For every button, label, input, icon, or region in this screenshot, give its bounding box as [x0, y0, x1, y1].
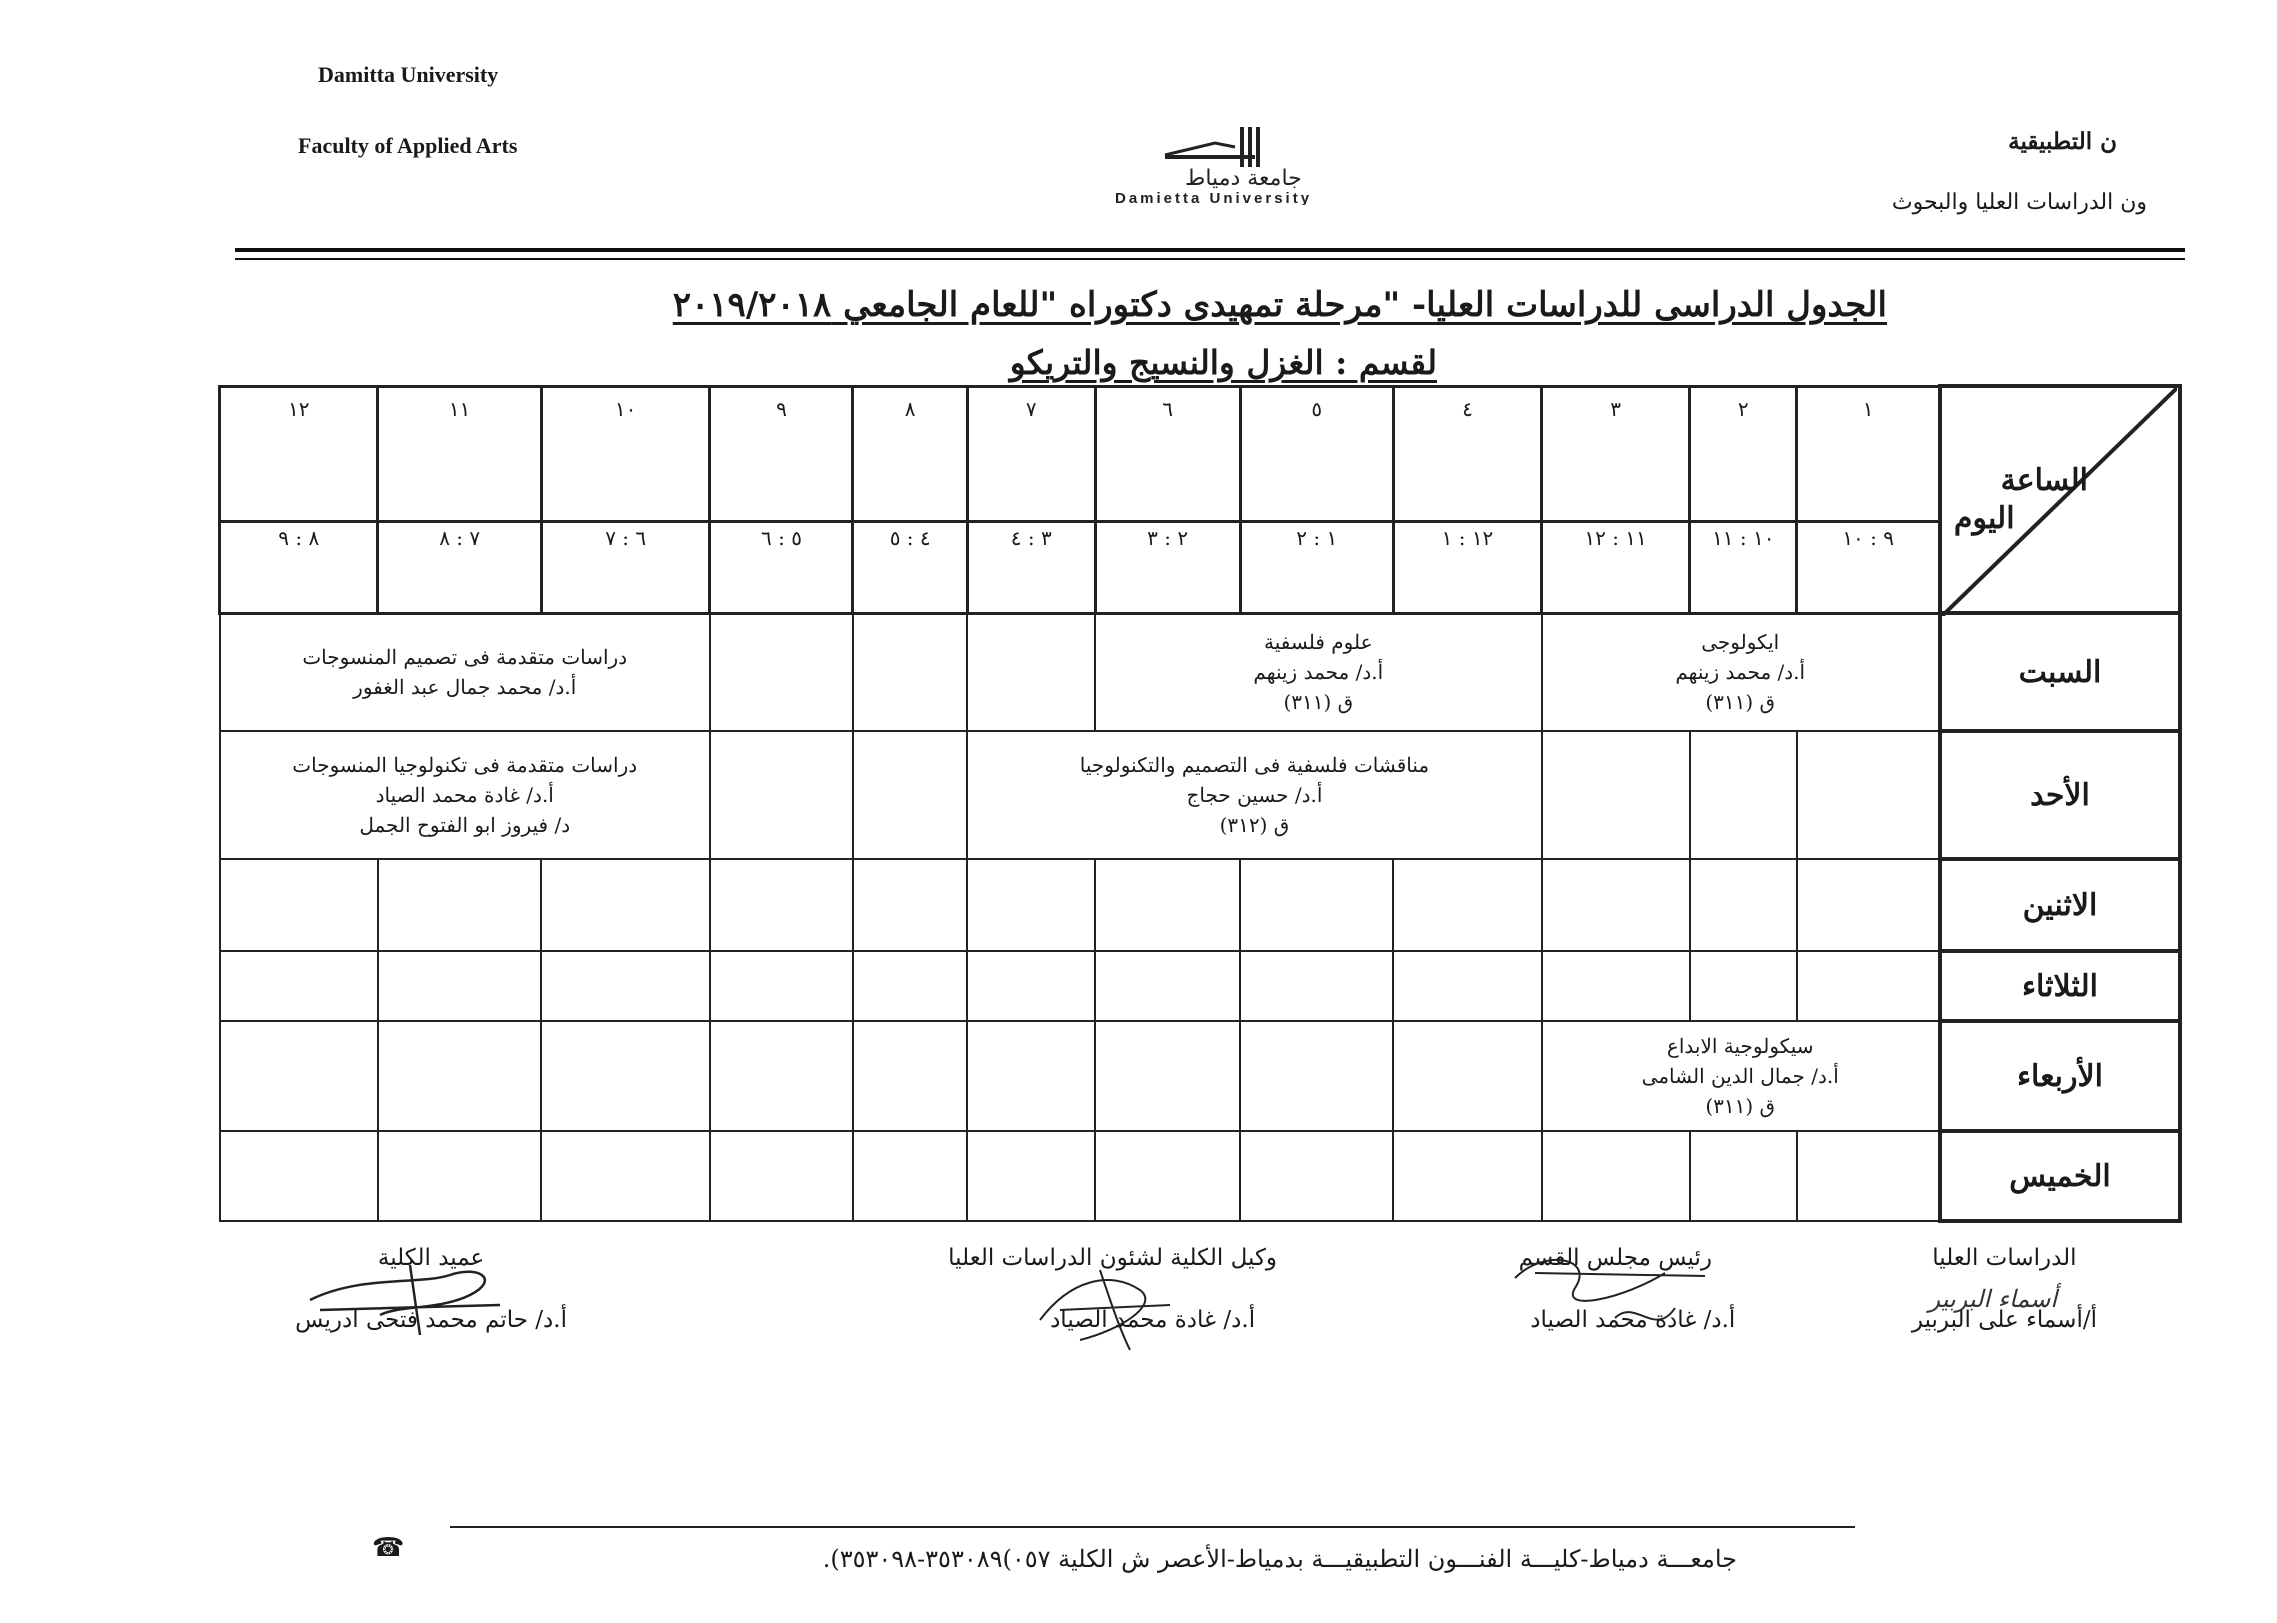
period-number: ٨ — [853, 386, 967, 521]
footer-address: جامعـــة دمياط-كليـــة الفنـــون التطبيقيـــة بدمياط-الأعصر ش الكلية ٠٥٧)٣٥٣٠٨٩-٣٥٣٠٩٨). — [822, 1545, 1737, 1573]
period-number: ١٢ — [220, 386, 378, 521]
period-time: ١٢ : ١ — [1393, 521, 1541, 613]
signature-postgrad — [1912, 1245, 2097, 1333]
department-subtitle: لقسم : الغزل والنسيج والتريكو — [1009, 343, 1437, 382]
empty-cell — [1690, 951, 1797, 1021]
course-cell — [1542, 1021, 1940, 1131]
corner-header — [1940, 386, 2180, 613]
empty-cell — [710, 613, 853, 731]
phone-icon: ☎ — [372, 1533, 405, 1563]
period-number: ١ — [1797, 386, 1940, 521]
empty-cell — [1542, 731, 1690, 859]
svg-text:Damietta University: Damietta University — [1115, 190, 1313, 205]
course-professor: أ.د/ حسين حجاج — [1186, 783, 1323, 807]
faculty-name-en: Faculty of Applied Arts — [298, 133, 518, 158]
course-title: سيكولوجية الابداع — [1666, 1034, 1814, 1058]
empty-cell — [853, 731, 967, 859]
course-title: مناقشات فلسفية فى التصميم والتكنولوجيا — [1079, 753, 1430, 777]
signature-title: رئيس مجلس القسم — [1518, 1245, 1712, 1271]
period-time: ١٠ : ١١ — [1690, 521, 1797, 613]
empty-cell — [1690, 859, 1797, 951]
header-rule — [235, 248, 2185, 252]
empty-cell — [1095, 1021, 1240, 1131]
course-professor: أ.د/ محمد جمال عبد الغفور — [353, 675, 577, 700]
empty-cell — [541, 1021, 710, 1131]
course-title: علوم فلسفية — [1264, 630, 1373, 655]
empty-cell — [710, 859, 853, 951]
day-sunday: الأحد — [1940, 731, 2180, 859]
empty-cell — [378, 859, 541, 951]
empty-cell — [1095, 1131, 1240, 1221]
course-cell — [1095, 613, 1541, 731]
course-cell — [967, 731, 1541, 859]
period-number: ٩ — [710, 386, 853, 521]
empty-cell — [1797, 859, 1940, 951]
empty-cell — [541, 859, 710, 951]
schedule-table — [218, 384, 2182, 1223]
empty-cell — [378, 1021, 541, 1131]
empty-cell — [967, 613, 1095, 731]
empty-cell — [220, 1131, 378, 1221]
empty-cell — [1797, 1131, 1940, 1221]
signature-name: أ.د/ غادة محمد الصياد — [1050, 1307, 1256, 1333]
empty-cell — [1095, 951, 1240, 1021]
empty-cell — [1240, 951, 1393, 1021]
empty-cell — [220, 859, 378, 951]
empty-cell — [1393, 859, 1541, 951]
empty-cell — [1542, 1131, 1690, 1221]
period-time: ٩ : ١٠ — [1797, 521, 1940, 613]
course-professor: أ.د/ غادة محمد الصياد — [375, 783, 554, 807]
empty-cell — [220, 1021, 378, 1131]
period-time: ١ : ٢ — [1240, 521, 1393, 613]
signature-title: عميد الكلية — [377, 1245, 485, 1271]
empty-cell — [378, 1131, 541, 1221]
period-time: ١١ : ١٢ — [1542, 521, 1690, 613]
header-rule-thin — [235, 258, 2185, 260]
signature-title: الدراسات العليا — [1932, 1245, 2077, 1271]
corner-day-label: اليوم — [1953, 501, 2015, 536]
empty-cell — [1240, 859, 1393, 951]
signature-name: أ.د/ غادة محمد الصياد — [1530, 1307, 1736, 1333]
empty-cell — [853, 613, 967, 731]
empty-cell — [1690, 731, 1797, 859]
empty-cell — [220, 951, 378, 1021]
empty-cell — [1393, 951, 1541, 1021]
course-title: دراسات متقدمة فى تصميم المنسوجات — [302, 645, 628, 670]
signature-scribble — [1505, 1238, 1735, 1348]
empty-cell — [1797, 731, 1940, 859]
period-number: ٢ — [1690, 386, 1797, 521]
empty-cell — [1240, 1131, 1393, 1221]
course-room: ق (٣١١) — [1283, 690, 1354, 715]
day-monday: الاثنين — [1940, 859, 2180, 951]
course-professor: أ.د/ جمال الدين الشامى — [1641, 1064, 1839, 1088]
day-thursday: الخميس — [1940, 1131, 2180, 1221]
period-number: ٥ — [1240, 386, 1393, 521]
course-professor: أ.د/ محمد زينهم — [1675, 660, 1806, 685]
empty-cell — [710, 951, 853, 1021]
empty-cell — [541, 1131, 710, 1221]
period-number: ١٠ — [541, 386, 710, 521]
course-cell — [220, 731, 710, 859]
course-room: ق (٣١٢) — [1219, 813, 1290, 837]
period-time: ٨ : ٩ — [220, 521, 378, 613]
day-wednesday: الأربعاء — [1940, 1021, 2180, 1131]
empty-cell — [967, 951, 1095, 1021]
signature-title: وكيل الكلية لشئون الدراسات العليا — [948, 1245, 1277, 1271]
period-time: ٤ : ٥ — [853, 521, 967, 613]
period-time: ٣ : ٤ — [967, 521, 1095, 613]
empty-cell — [853, 951, 967, 1021]
period-number: ٣ — [1542, 386, 1690, 521]
faculty-name-ar: ن التطبيقية — [2008, 128, 2117, 155]
signature-scribble — [300, 1255, 520, 1345]
handwritten-signature: أسماء البربير — [1928, 1285, 2057, 1313]
university-name-en: Damitta University — [318, 62, 499, 87]
empty-cell — [1542, 859, 1690, 951]
footer-rule — [450, 1526, 1855, 1528]
empty-cell — [710, 1131, 853, 1221]
empty-cell — [967, 859, 1095, 951]
period-number: ٦ — [1095, 386, 1240, 521]
period-time: ٧ : ٨ — [378, 521, 541, 613]
course-title: دراسات متقدمة فى تكنولوجيا المنسوجات — [292, 753, 638, 777]
period-number: ١١ — [378, 386, 541, 521]
course-room: ق (٣١١) — [1705, 690, 1776, 715]
empty-cell — [710, 731, 853, 859]
signature-scribble — [1020, 1250, 1190, 1360]
empty-cell — [853, 859, 967, 951]
empty-cell — [967, 1131, 1095, 1221]
corner-hour-label: الساعة — [2000, 463, 2088, 498]
day-tuesday: الثلاثاء — [1940, 951, 2180, 1021]
period-time: ٥ : ٦ — [710, 521, 853, 613]
day-saturday: السبت — [1940, 613, 2180, 731]
empty-cell — [1797, 951, 1940, 1021]
empty-cell — [710, 1021, 853, 1131]
signature-name: أ.د/ حاتم محمد فتحى ادريس — [295, 1307, 567, 1333]
university-logo — [1105, 125, 1425, 205]
course-room: ق (٣١١) — [1705, 1094, 1776, 1118]
svg-text:جامعة دمياط: جامعة دمياط — [1185, 166, 1302, 191]
empty-cell — [1542, 951, 1690, 1021]
course-cell — [220, 613, 710, 731]
course-cell — [1542, 613, 1940, 731]
signature-name: أ/أسماء على البربير — [1911, 1307, 2097, 1333]
empty-cell — [967, 1021, 1095, 1131]
period-number: ٤ — [1393, 386, 1541, 521]
empty-cell — [853, 1131, 967, 1221]
course-title: ايكولوجى — [1701, 630, 1780, 655]
empty-cell — [1095, 859, 1240, 951]
period-number: ٧ — [967, 386, 1095, 521]
course-professor: أ.د/ محمد زينهم — [1253, 660, 1384, 685]
empty-cell — [541, 951, 710, 1021]
course-professor: د/ فيروز ابو الفتوح الجمل — [359, 813, 571, 837]
empty-cell — [853, 1021, 967, 1131]
document-title: الجدول الدراسى للدراسات العليا- "مرحلة تمهيدى دكتوراه "للعام الجامعي ٢٠١٩/٢٠١٨ — [672, 285, 1887, 325]
empty-cell — [1393, 1021, 1541, 1131]
office-name-ar: ون الدراسات العليا والبحوث — [1891, 190, 2147, 215]
empty-cell — [378, 951, 541, 1021]
empty-cell — [1393, 1131, 1541, 1221]
period-time: ٦ : ٧ — [541, 521, 710, 613]
period-time: ٢ : ٣ — [1095, 521, 1240, 613]
empty-cell — [1240, 1021, 1393, 1131]
empty-cell — [1690, 1131, 1797, 1221]
